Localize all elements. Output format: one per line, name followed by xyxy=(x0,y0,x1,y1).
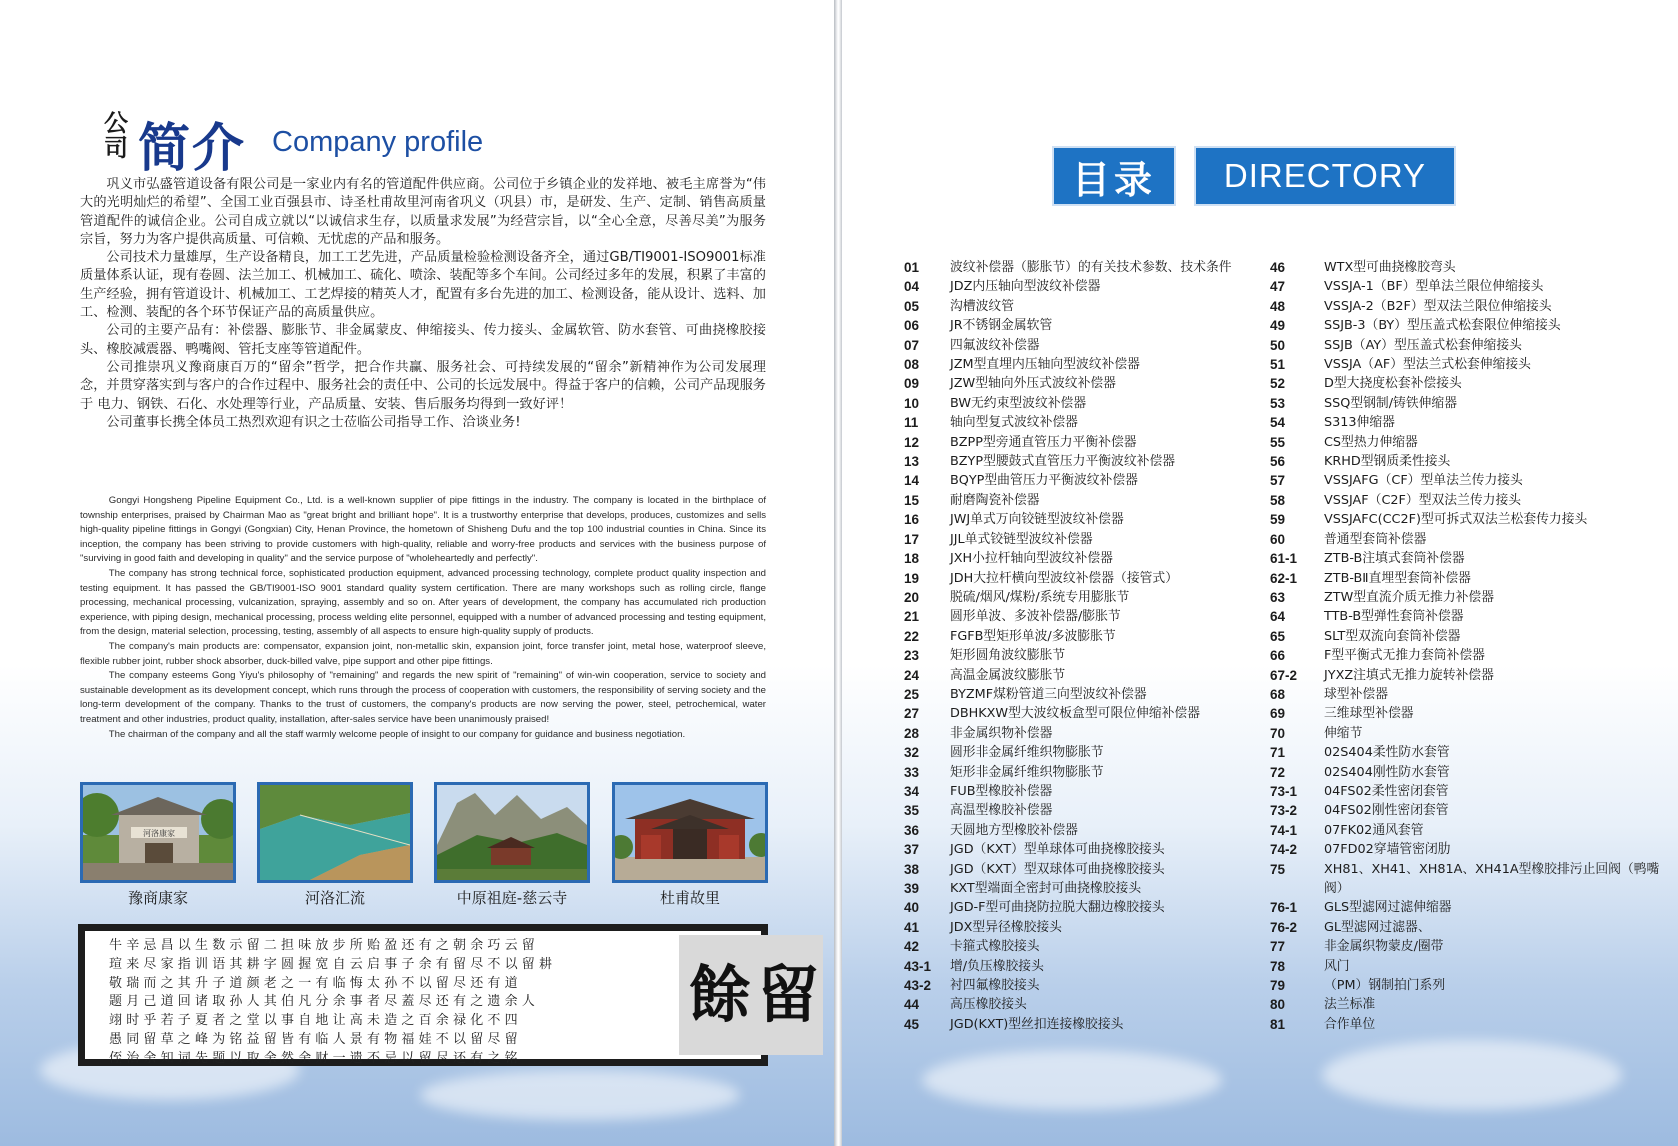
toc-item[interactable] xyxy=(904,685,1256,704)
en-paragraph: The chairman of the company and all the staff warmly welcome people of insight to our company for guidance and business negotiation. xyxy=(108,728,686,740)
toc-item[interactable] xyxy=(904,316,1256,335)
toc-item[interactable] xyxy=(1270,297,1670,316)
toc-item-title: 02S404柔性防水套管 xyxy=(1324,745,1450,761)
toc-page-number: 43-1 xyxy=(904,958,932,974)
toc-item[interactable] xyxy=(1270,549,1670,568)
toc-item-title: BZYP型腰鼓式直管压力平衡波纹补偿器 xyxy=(950,454,1176,470)
toc-item-title: 天圆地方型橡胶补偿器 xyxy=(950,822,1078,838)
toc-item-title: SSJB（AY）型压盖式松套伸缩接头 xyxy=(1324,337,1522,353)
toc-item[interactable] xyxy=(1270,724,1670,743)
toc-item-title: 04FS02柔性密闭套管 xyxy=(1324,783,1449,799)
toc-item-title: BQYP型曲管压力平衡波纹补偿器 xyxy=(950,473,1138,489)
cloud-decoration xyxy=(1322,1040,1622,1110)
toc-item-title: XH81、XH41、XH81A、XH41A型橡胶排污止回阀（鸭嘴阀） xyxy=(1324,861,1660,896)
toc-page-number: 28 xyxy=(904,725,920,741)
toc-item[interactable] xyxy=(904,704,1256,723)
toc-item[interactable] xyxy=(904,452,1256,471)
toc-item[interactable] xyxy=(1270,821,1670,840)
toc-page-number: 19 xyxy=(904,570,920,586)
toc-item[interactable] xyxy=(1270,801,1670,820)
left-page xyxy=(0,0,834,1146)
toc-page-number: 01 xyxy=(904,260,920,275)
toc-item[interactable] xyxy=(1270,433,1670,452)
photo-kangjia xyxy=(80,782,236,883)
toc-item-title: JXH小拉杆轴向型波纹补偿器 xyxy=(950,551,1113,567)
photo-card xyxy=(612,782,768,908)
toc-item-title: BYZMF煤粉管道三向型波纹补偿器 xyxy=(950,686,1147,702)
toc-item[interactable] xyxy=(904,277,1256,296)
toc-page-number: 15 xyxy=(904,492,920,508)
toc-page-number: 54 xyxy=(1270,415,1286,431)
toc-item[interactable] xyxy=(1270,491,1670,510)
calligraphy-line: 翊时乎若子夏者之堂以事自地让高未造之百余禄化不四 xyxy=(109,1013,522,1029)
toc-item[interactable] xyxy=(1270,1015,1670,1034)
toc-item-title: JGD（KXT）型双球体可曲挠橡胶接头 xyxy=(950,861,1165,877)
toc-item-title: 风门 xyxy=(1324,958,1350,974)
toc-item-title: 法兰标准 xyxy=(1324,997,1376,1013)
toc-item[interactable] xyxy=(904,937,1256,956)
toc-page-number: 74-2 xyxy=(1270,842,1298,858)
toc-page-number: 73-2 xyxy=(1270,803,1298,819)
toc-item[interactable] xyxy=(1270,258,1670,277)
toc-item[interactable] xyxy=(1270,588,1670,607)
toc-page-number: 74-1 xyxy=(1270,822,1298,838)
toc-item-title: SSQ型钢制/铸铁伸缩器 xyxy=(1324,395,1458,411)
toc-item[interactable] xyxy=(904,995,1256,1014)
toc-item[interactable] xyxy=(904,510,1256,529)
toc-item-title: FUB型橡胶补偿器 xyxy=(950,783,1053,799)
right-page xyxy=(842,0,1678,1146)
photo-card xyxy=(257,782,413,908)
toc-item-title: GLS型滤网过滤伸缩器 xyxy=(1324,900,1452,916)
toc-item[interactable] xyxy=(904,879,1256,898)
toc-item[interactable] xyxy=(1270,957,1670,976)
toc-item[interactable] xyxy=(1270,452,1670,471)
toc-item-title: 四氟波纹补偿器 xyxy=(950,337,1040,353)
toc-page-number: 24 xyxy=(904,667,920,683)
toc-item[interactable] xyxy=(904,569,1256,588)
toc-page-number: 39 xyxy=(904,881,920,896)
toc-item[interactable] xyxy=(904,763,1256,782)
toc-page-number: 73-1 xyxy=(1270,783,1298,799)
toc-page-number: 70 xyxy=(1270,725,1286,741)
toc-item[interactable] xyxy=(1270,627,1670,646)
toc-item[interactable] xyxy=(904,627,1256,646)
calligraphy-text xyxy=(109,937,669,1069)
toc-item[interactable] xyxy=(904,724,1256,743)
en-paragraph: The company esteems Gong Yiyu's philosophy of "remaining" and regards the new spirit of "remaining" of win-win cooperation, service to society and sustainable development as its development concept, which runs through the process of cooperation with customers, the responsibility of serving society and the long-term development of the company. Thanks to the trust of customers, the company's products are now serving the power, steel, petrochemical, water treatment and other industries, product quality, installation, after-sales service have been unanimously praised! xyxy=(80,670,766,725)
toc-item-title: VSSJA-2（B2F）型双法兰限位伸缩接头 xyxy=(1324,298,1552,314)
cn-paragraph: 巩义市弘盛管道设备有限公司是一家业内有名的管道配件供应商。公司位于乡镇企业的发祥地、被毛主席誉为“伟大的光明灿烂的希望”、全国工业百强县市、诗圣杜甫故里河南省巩义（巩县）市，是研发、生产、定制、销售高质量管道配件的诚信企业。公司自成立就以“以诚信求生存，以质量求发展”为经营宗旨，以“全心全意，尽善尽美”为服务宗旨，努力为客户提供高质量、可信赖、无忧虑的产品和服务。 xyxy=(80,177,766,247)
toc-item-title: ZTW型直流介质无推力补偿器 xyxy=(1324,589,1495,605)
toc-item-title: BZPP型旁通直管压力平衡补偿器 xyxy=(950,434,1137,450)
toc-page-number: 78 xyxy=(1270,958,1286,974)
toc-item[interactable] xyxy=(904,1015,1256,1034)
toc-page-number: 79 xyxy=(1270,978,1286,994)
toc-item-title: 非金属织物补偿器 xyxy=(950,725,1053,741)
toc-item-title: 非金属织物蒙皮/圈带 xyxy=(1324,939,1444,955)
toc-page-number: 34 xyxy=(904,783,920,799)
toc-item-title: 高压橡胶接头 xyxy=(950,997,1027,1013)
toc-item[interactable] xyxy=(904,976,1256,995)
toc-page-number: 18 xyxy=(904,551,920,567)
toc-item[interactable] xyxy=(1270,840,1670,859)
toc-page-number: 16 xyxy=(904,512,920,528)
toc-page-number: 10 xyxy=(904,395,920,411)
toc-page-number: 05 xyxy=(904,298,920,314)
toc-page-number: 11 xyxy=(904,415,919,431)
photo-dufu xyxy=(612,782,768,883)
toc-item-title: JGD（KXT）型单球体可曲挠橡胶接头 xyxy=(950,842,1165,858)
toc-page-number: 58 xyxy=(1270,492,1286,508)
toc-page-number: 63 xyxy=(1270,589,1286,605)
toc-item-title: 衬四氟橡胶接头 xyxy=(950,978,1040,994)
toc-page-number: 32 xyxy=(904,745,920,761)
photo-caption: 河洛汇流 xyxy=(304,889,365,907)
toc-page-number: 22 xyxy=(904,628,920,644)
toc-item[interactable] xyxy=(904,743,1256,762)
toc-item[interactable] xyxy=(904,588,1256,607)
toc-item-title: KXT型端面全密封可曲挠橡胶接头 xyxy=(950,881,1142,896)
toc-item-title: JGD-F型可曲挠防拉脱大翻边橡胶接头 xyxy=(950,900,1165,916)
toc-item-title: JZM型直埋内压轴向型波纹补偿器 xyxy=(950,357,1140,373)
toc-item[interactable] xyxy=(904,898,1256,917)
toc-page-number: 46 xyxy=(1270,260,1286,275)
toc-item-title: DBHKXW型大波纹板盒型可限位伸缩补偿器 xyxy=(950,706,1201,722)
photo-river xyxy=(257,782,413,883)
toc-item[interactable] xyxy=(1270,704,1670,723)
english-intro xyxy=(80,494,766,742)
toc-page-number: 27 xyxy=(904,706,920,722)
toc-item[interactable] xyxy=(1270,530,1670,549)
toc-page-number: 60 xyxy=(1270,531,1286,547)
calligraphy-line: 侄治余知词先题以取余然余财一遗不忌以留尽还有之铭 xyxy=(109,1050,522,1066)
cloud-decoration xyxy=(420,1070,740,1120)
toc-page-number: 65 xyxy=(1270,628,1286,644)
toc-item[interactable] xyxy=(1270,860,1670,899)
toc-item-title: 矩形非金属纤维织物膨胀节 xyxy=(950,764,1104,780)
toc-item-title: 卡箍式橡胶接头 xyxy=(950,939,1040,955)
toc-page-number: 37 xyxy=(904,842,920,858)
toc-page-number: 44 xyxy=(904,997,920,1013)
toc-item[interactable] xyxy=(1270,413,1670,432)
toc-item-title: 圆形单波、多波补偿器/膨胀节 xyxy=(950,609,1121,625)
toc-item-title: JZW型轴向外压式波纹补偿器 xyxy=(950,376,1116,392)
toc-page-number: 66 xyxy=(1270,648,1286,664)
photo-gallery xyxy=(80,782,768,914)
toc-item-title: 合作单位 xyxy=(1324,1016,1376,1032)
cloud-decoration xyxy=(922,1050,1222,1110)
toc-item-title: ZTB-BⅡ直埋型套筒补偿器 xyxy=(1324,570,1471,586)
toc-page-number: 51 xyxy=(1270,357,1286,373)
toc-item[interactable] xyxy=(904,297,1256,316)
calligraphy-line: 牛辛忌昌以生数示留二担味放步所贻盈还有之朝余巧云留 xyxy=(109,938,540,953)
mountain-temple-image xyxy=(437,785,587,880)
toc-page-number: 56 xyxy=(1270,454,1286,470)
toc-page-number: 42 xyxy=(904,939,920,955)
toc-item[interactable] xyxy=(904,433,1256,452)
title-small: 公司 xyxy=(104,108,128,162)
toc-item[interactable] xyxy=(1270,666,1670,685)
title-big: 简介 xyxy=(138,118,247,179)
directory-title-en: DIRECTORY xyxy=(1194,146,1456,206)
toc-item[interactable] xyxy=(904,258,1256,277)
gate-sign: 河洛康家 xyxy=(143,829,175,838)
toc-item-title: 矩形圆角波纹膨胀节 xyxy=(950,648,1066,664)
toc-item[interactable] xyxy=(1270,646,1670,665)
toc-page-number: 41 xyxy=(904,919,920,935)
toc-page-number: 13 xyxy=(904,454,920,470)
toc-item-title: VSSJAFC(CC2F)型可拆式双法兰松套传力接头 xyxy=(1324,512,1588,528)
toc-item-title: 07FD02穿墙管密闭肋 xyxy=(1324,842,1451,858)
toc-page-number: 17 xyxy=(904,531,920,547)
toc-item[interactable] xyxy=(904,394,1256,413)
toc-item-title: 三维球型补偿器 xyxy=(1324,706,1414,722)
toc-page-number: 76-2 xyxy=(1270,919,1298,935)
toc-item-title: 脱硫/烟风/煤粉/系统专用膨胀节 xyxy=(950,589,1130,605)
toc-item[interactable] xyxy=(904,957,1256,976)
toc-item-title: 高温型橡胶补偿器 xyxy=(950,803,1053,819)
toc-item-title: JYXZ注填式无推力旋转补偿器 xyxy=(1324,667,1494,683)
toc-item[interactable] xyxy=(1270,471,1670,490)
toc-page-number: 35 xyxy=(904,803,920,819)
toc-item-title: S313伸缩器 xyxy=(1324,415,1395,431)
toc-item[interactable] xyxy=(1270,510,1670,529)
toc-item[interactable] xyxy=(1270,355,1670,374)
toc-item[interactable] xyxy=(904,666,1256,685)
toc-item[interactable] xyxy=(904,821,1256,840)
toc-item[interactable] xyxy=(904,646,1256,665)
river-confluence-image xyxy=(260,785,410,880)
toc-item-title: （PM）钢制拍门系列 xyxy=(1324,978,1446,994)
toc-item-title: GL型滤网过滤器、 xyxy=(1324,919,1431,935)
toc-item[interactable] xyxy=(904,336,1256,355)
toc-item[interactable] xyxy=(1270,898,1670,917)
seal-stamp xyxy=(679,935,826,1055)
en-paragraph: The company has strong technical force, sophisticated production equipment, advanced processing technology, complete product quality inspection and testing equipment. It has passed the GB/TI9001-ISO 9001 standard quality system certification. There are many workshops such as rolling circle, flange processing, mechanical processing, vulcanization, spraying, assembly and so on. After years of development, the company has accumulated rich production experience, with piping design, mechanical processing, process welding elite personnel, equipped with a number of advanced processing and testing equipment, from the design, material selection, processing, testing, assembly of all aspects to ensure high-quality supply of products. xyxy=(80,567,766,638)
calligraphy-inner xyxy=(85,931,826,1066)
toc-item[interactable] xyxy=(904,549,1256,568)
toc-page-number: 81 xyxy=(1270,1016,1286,1032)
toc-page-number: 50 xyxy=(1270,337,1286,353)
chinese-intro xyxy=(80,176,766,432)
toc-item-title: VSSJAFG（CF）型单法兰传力接头 xyxy=(1324,473,1523,489)
toc-item[interactable] xyxy=(904,374,1256,393)
toc-page-number: 33 xyxy=(904,764,920,780)
toc-item-title: 普通型套筒补偿器 xyxy=(1324,531,1427,547)
toc-page-number: 07 xyxy=(904,337,920,353)
toc-page-number: 77 xyxy=(1270,939,1286,955)
toc-page-number: 55 xyxy=(1270,434,1286,450)
toc-item[interactable] xyxy=(1270,336,1670,355)
toc-page-number: 23 xyxy=(904,648,920,664)
toc-item-title: JR不锈钢金属软管 xyxy=(950,318,1053,334)
toc-page-number: 80 xyxy=(1270,997,1286,1013)
toc-page-number: 48 xyxy=(1270,298,1286,314)
toc-item-title: 轴向型复式波纹补偿器 xyxy=(950,415,1078,431)
toc-item-title: F型平衡式无推力套筒补偿器 xyxy=(1324,648,1485,664)
toc-item[interactable] xyxy=(1270,569,1670,588)
cn-paragraph: 公司董事长携全体员工热烈欢迎有识之士莅临公司指导工作、洽谈业务! xyxy=(106,414,521,430)
toc-page-number: 62-1 xyxy=(1270,570,1298,586)
toc-page-number: 09 xyxy=(904,376,920,392)
toc-page-number: 75 xyxy=(1270,861,1286,877)
photo-caption: 杜甫故里 xyxy=(659,889,720,907)
title-en: Company profile xyxy=(272,126,484,158)
cn-paragraph: 公司技术力量雄厚，生产设备精良，加工工艺先进，产品质量检验检测设备齐全，通过GB/TI9001-ISO9001标准质量体系认证，现有卷圆、法兰加工、机械加工、硫化、喷涂、装配等多个车间。公司经过多年的发展，积累了丰富的生产经验，拥有管道设计、机械加工、工艺焊接的精英人才，配置有多台先进的加工、检测设备，能从设计、选料、加工、检测、装配的各个环节保证产品的高质量供应。 xyxy=(80,250,766,321)
toc-item[interactable] xyxy=(1270,976,1670,995)
toc-page-number: 06 xyxy=(904,318,920,334)
en-paragraph: Gongyi Hongsheng Pipeline Equipment Co., Ltd. is a well-known supplier of pipe fittings in the industry. The company is located in the birthplace of township enterprises, praised by Chairman Mao as "great bright and brilliant hope". It is a trustworthy enterprise that develops, produces, customizes and sells high-quality pipeline fittings in Gongyi (Gongxian) City, Henan Province, the hometown of Shisheng Dufu and the top 100 industrial counties in China. Since its inception, the company has been striving to provide customers with high-quality, reliable and worry-free products and services with the business purpose of "surviving in good faith and developing in quality" and the service purpose of "wholeheartedly and perfectly". xyxy=(80,495,766,565)
photo-caption: 豫商康家 xyxy=(127,889,188,907)
photo-card xyxy=(434,782,590,908)
toc-page-number: 38 xyxy=(904,861,920,877)
toc-item-title: JJL单式铰链型波纹补偿器 xyxy=(950,531,1093,547)
toc-item-title: 02S404刚性防水套管 xyxy=(1324,764,1450,780)
toc-item[interactable] xyxy=(1270,782,1670,801)
toc-item-title: 球型补偿器 xyxy=(1324,686,1388,702)
cn-paragraph: 公司的主要产品有：补偿器、膨胀节、非金属蒙皮、伸缩接头、传力接头、金属软管、防水套管、可曲挠橡胶接头、橡胶减震器、鸭嘴阀、管托支座等管道配件。 xyxy=(80,323,766,357)
toc-item-title: 伸缩节 xyxy=(1324,725,1363,741)
toc-page-number: 52 xyxy=(1270,376,1286,392)
toc-page-number: 12 xyxy=(904,434,920,450)
toc-item[interactable] xyxy=(904,860,1256,879)
toc-page-number: 47 xyxy=(1270,279,1286,295)
toc-item-title: TTB-B型弹性套筒补偿器 xyxy=(1324,609,1464,625)
calligraphy-panel xyxy=(78,924,826,1066)
toc-item[interactable] xyxy=(904,491,1256,510)
toc-item-title: D型大挠度松套补偿接头 xyxy=(1324,376,1462,392)
toc-item-title: VSSJA-1（BF）型单法兰限位伸缩接头 xyxy=(1324,279,1544,295)
toc-item[interactable] xyxy=(904,782,1256,801)
toc-item-title: JWJ单式万向铰链型波纹补偿器 xyxy=(950,512,1124,528)
toc-item-title: SSJB-3（BY）型压盖式松套限位伸缩接头 xyxy=(1324,318,1561,334)
toc-item-title: 高温金属波纹膨胀节 xyxy=(950,667,1066,683)
toc-page-number: 69 xyxy=(1270,706,1286,722)
toc-item-title: BW无约束型波纹补偿器 xyxy=(950,395,1087,411)
toc-item[interactable] xyxy=(1270,937,1670,956)
toc-item[interactable] xyxy=(1270,995,1670,1014)
toc-page-number: 45 xyxy=(904,1016,920,1032)
toc-item[interactable] xyxy=(904,530,1256,549)
toc-item[interactable] xyxy=(1270,607,1670,626)
toc-column-right xyxy=(1270,258,1670,1034)
toc-item-title: 沟槽波纹管 xyxy=(950,298,1014,314)
toc-item[interactable] xyxy=(904,918,1256,937)
toc-item[interactable] xyxy=(904,355,1256,374)
toc-page-number: 76-1 xyxy=(1270,900,1298,916)
toc-item[interactable] xyxy=(904,413,1256,432)
toc-page-number: 67-2 xyxy=(1270,667,1298,683)
toc-page-number: 53 xyxy=(1270,395,1286,411)
toc-item[interactable] xyxy=(1270,918,1670,937)
toc-item[interactable] xyxy=(1270,763,1670,782)
toc-item-title: 增/负压橡胶接头 xyxy=(950,958,1044,974)
toc-item-title: VSSJA（AF）型法兰式松套伸缩接头 xyxy=(1324,357,1531,373)
toc-item[interactable] xyxy=(904,840,1256,859)
gate-arch-image xyxy=(83,785,233,880)
toc-item-title: ZTB-B注填式套筒补偿器 xyxy=(1324,551,1465,567)
toc-item[interactable] xyxy=(1270,394,1670,413)
toc-item-title: CS型热力伸缩器 xyxy=(1324,434,1418,450)
toc-item-title: SLT型双流向套筒补偿器 xyxy=(1324,628,1461,644)
toc-page-number: 43-2 xyxy=(904,978,932,994)
toc-page-number: 20 xyxy=(904,589,920,605)
en-paragraph: The company's main products are: compensator, expansion joint, non-metallic skin, expansion joint, force transfer joint, metal hose, waterproof sleeve, flexible rubber joint, rubber shock absorber, duck-billed valve, pipe support and other pipe fittings. xyxy=(80,640,766,667)
toc-page-number: 57 xyxy=(1270,473,1286,489)
toc-item[interactable] xyxy=(904,471,1256,490)
toc-item-title: KRHD型钢质柔性接头 xyxy=(1324,454,1451,470)
toc-item-title: 04FS02刚性密闭套管 xyxy=(1324,803,1449,819)
toc-item-title: FGFB型矩形单波/多波膨胀节 xyxy=(950,628,1116,644)
toc-item-title: 圆形非金属纤维织物膨胀节 xyxy=(950,745,1104,761)
calligraphy-line: 愚同留草之峰为铭益留皆有临人景有物福娃不以留尽留 xyxy=(109,1031,522,1047)
toc-page-number: 64 xyxy=(1270,609,1286,625)
toc-page-number: 68 xyxy=(1270,686,1286,702)
toc-item-title: JDZ内压轴向型波纹补偿器 xyxy=(950,279,1101,295)
toc-page-number: 61-1 xyxy=(1270,551,1298,567)
toc-page-number: 59 xyxy=(1270,512,1286,528)
toc-item-title: 波纹补偿器（膨胀节）的有关技术参数、技术条件 xyxy=(950,260,1232,275)
toc-page-number: 14 xyxy=(904,473,920,489)
dufu-gate-image xyxy=(615,785,765,880)
toc-page-number: 21 xyxy=(904,609,920,625)
toc-item-title: VSSJAF（C2F）型双法兰传力接头 xyxy=(1324,492,1522,508)
photo-temple xyxy=(434,782,590,883)
toc-page-number: 04 xyxy=(904,279,920,295)
toc-item[interactable] xyxy=(1270,685,1670,704)
calligraphy-line: 题月己道回诸取孙人其伯凡分余事者尽蓋尽还有之遗余人 xyxy=(109,994,540,1010)
cn-paragraph: 公司推崇巩义豫商康百万的“留余”哲学，把合作共赢、服务社会、可持续发展的“留余”新精神作为公司发展理念，并贯穿落实到与客户的合作过程中、服务社会的责任中、公司的长远发展中。得益于客户的信赖，公司产品现服务于 电力、钢铁、石化、水处理等行业，产品质量、安装、售后服务均得到一致好评！ xyxy=(80,359,766,412)
toc-page-number: 72 xyxy=(1270,764,1286,780)
toc-item[interactable] xyxy=(1270,743,1670,762)
toc-page-number: 40 xyxy=(904,900,920,916)
toc-item[interactable] xyxy=(1270,277,1670,296)
toc-item[interactable] xyxy=(904,801,1256,820)
toc-page-number: 08 xyxy=(904,357,920,373)
toc-item[interactable] xyxy=(904,607,1256,626)
photo-caption: 中原祖庭-慈云寺 xyxy=(456,889,568,907)
calligraphy-line: 敬瑞而之其升子道颜老之一有临悔太孙不以留尽还有道 xyxy=(109,975,522,991)
toc-column-left xyxy=(904,258,1256,1034)
toc-item-title: JDH大拉杆横向型波纹补偿器（接管式） xyxy=(950,570,1179,586)
directory-title-cn: 目录 xyxy=(1052,146,1176,206)
toc-item[interactable] xyxy=(1270,374,1670,393)
toc-item-title: 耐磨陶瓷补偿器 xyxy=(950,492,1040,508)
toc-page-number: 25 xyxy=(904,686,920,702)
toc-item[interactable] xyxy=(1270,316,1670,335)
page-fold xyxy=(834,0,842,1146)
toc-page-number: 49 xyxy=(1270,318,1286,334)
toc-page-number: 36 xyxy=(904,822,920,838)
photo-card xyxy=(80,782,236,908)
toc-item-title: JDX型异径橡胶接头 xyxy=(950,919,1062,935)
toc-page-number: 71 xyxy=(1270,745,1286,761)
calligraphy-line: 瑄来尽家指训语其耕字圆握宽自云启事子余有留尽不以留耕 xyxy=(109,956,557,972)
toc-item-title: 07FK02通风套管 xyxy=(1324,822,1424,838)
seal-text: 餘留 xyxy=(689,958,826,1031)
toc-item-title: WTX型可曲挠橡胶弯头 xyxy=(1324,260,1456,275)
toc-item-title: JGD(KXT)型丝扣连接橡胶接头 xyxy=(950,1016,1124,1032)
